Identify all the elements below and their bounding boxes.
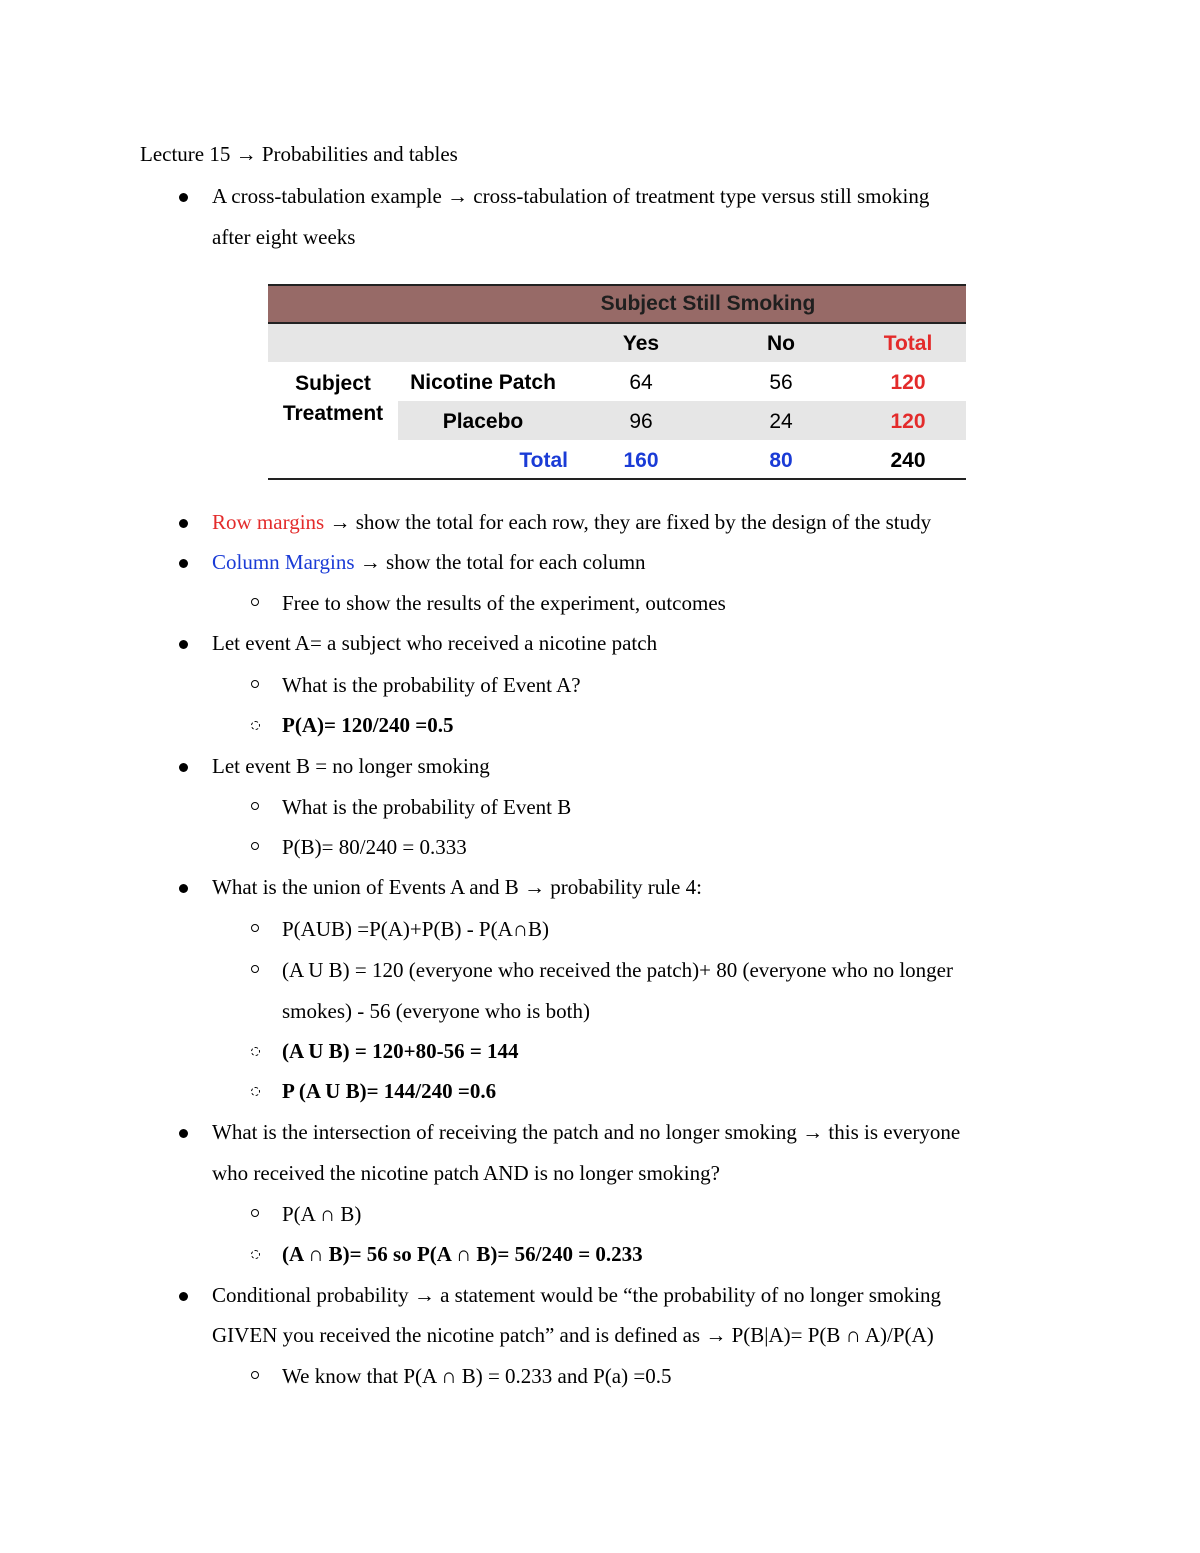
bullet-icon [179,1129,188,1138]
row-margins-term: Row margins [212,510,325,534]
event-a-question: What is the probability of Event A? [282,673,581,697]
intersection-line-2: who received the nicotine patch AND is no longer smoking? [212,1161,720,1185]
col-header-no: No [767,332,795,355]
conditional-line-1: Conditional probability → a statement would be “the probability of no longer smoking [212,1283,942,1307]
hollow-bullet-icon [251,598,259,606]
col-header-total: Total [883,332,933,355]
col-header-yes: Yes [622,332,660,355]
cell-patch-no: 56 [769,371,793,394]
hollow-bullet-icon [251,802,259,810]
table-title: Subject Still Smoking [600,292,816,315]
hollow-bullet-icon [251,842,259,850]
hollow-bullet-icon [251,680,259,688]
column-margins-term: Column Margins [212,550,355,574]
cell-total-no: 80 [769,449,793,472]
column-margins-line [212,548,646,576]
row-label-total: Total [519,449,568,472]
group-label-subject: Subject [295,372,371,395]
row-margins-line [212,508,931,536]
conditional-sub: We know that P(A ∩ B) = 0.233 and P(a) =0.5 [282,1364,672,1388]
dashed-bullet-icon [251,1047,260,1056]
event-b-line: Let event B = no longer smoking [212,754,490,778]
hollow-bullet-icon [251,924,259,932]
cell-grand-total: 240 [890,449,926,472]
row-margins-text: → show the total for each row, they are fixed by the design of the study [324,510,932,534]
union-rule: P(AUB) =P(A)+P(B) - P(A∩B) [282,917,549,941]
dashed-bullet-icon [251,1087,260,1096]
column-margins-text: → show the total for each column [354,550,646,574]
bullet-icon [179,884,188,893]
bullet-icon [179,519,188,528]
bullet-icon [179,559,188,568]
cell-patch-total: 120 [890,371,926,394]
bullet-icon [179,640,188,649]
hollow-bullet-icon [251,965,259,973]
table-bottom-rule [268,478,966,480]
bullet-icon [179,763,188,772]
cross-tab-table [268,284,966,480]
hollow-bullet-icon [251,1209,259,1217]
intersection-answer: (A ∩ B)= 56 so P(A ∩ B)= 56/240 = 0.233 [282,1242,643,1266]
union-line: What is the union of Events A and B → probability rule 4: [212,875,702,899]
group-label-treatment: Treatment [282,402,384,425]
cell-patch-yes: 64 [629,371,653,394]
event-b-question: What is the probability of Event B [282,795,572,819]
union-explanation-2: smokes) - 56 (everyone who is both) [282,999,590,1023]
dashed-bullet-icon [251,1250,260,1259]
event-a-line: Let event A= a subject who received a nicotine patch [212,631,658,655]
bullet-icon [179,1292,188,1301]
page-heading: Lecture 15 → Probabilities and tables [140,142,458,166]
union-explanation-1: (A U B) = 120 (everyone who received the patch)+ 80 (everyone who no longer [282,958,953,982]
cell-placebo-total: 120 [890,410,926,433]
intro-line-2: after eight weeks [212,225,356,249]
dashed-bullet-icon [251,721,260,730]
cell-placebo-yes: 96 [629,410,653,433]
hollow-bullet-icon [251,1371,259,1379]
intersection-line-1: What is the intersection of receiving the patch and no longer smoking → this is everyone [212,1120,961,1144]
cell-placebo-no: 24 [769,410,793,433]
row-label-nicotine-patch: Nicotine Patch [410,371,556,394]
union-calculation: (A U B) = 120+80-56 = 144 [282,1039,519,1063]
intro-line-1: A cross-tabulation example → cross-tabulation of treatment type versus still smoking [212,184,930,208]
bullet-icon [179,193,188,202]
event-a-answer: P(A)= 120/240 =0.5 [282,713,454,737]
column-margins-sub: Free to show the results of the experiment, outcomes [282,591,726,615]
union-probability: P (A U B)= 144/240 =0.6 [282,1079,497,1103]
intersection-expression: P(A ∩ B) [282,1202,362,1226]
event-b-answer: P(B)= 80/240 = 0.333 [282,835,467,859]
conditional-line-2: GIVEN you received the nicotine patch” and is defined as → P(B|A)= P(B ∩ A)/P(A) [212,1323,934,1347]
row-label-placebo: Placebo [442,410,524,433]
cell-total-yes: 160 [623,449,659,472]
